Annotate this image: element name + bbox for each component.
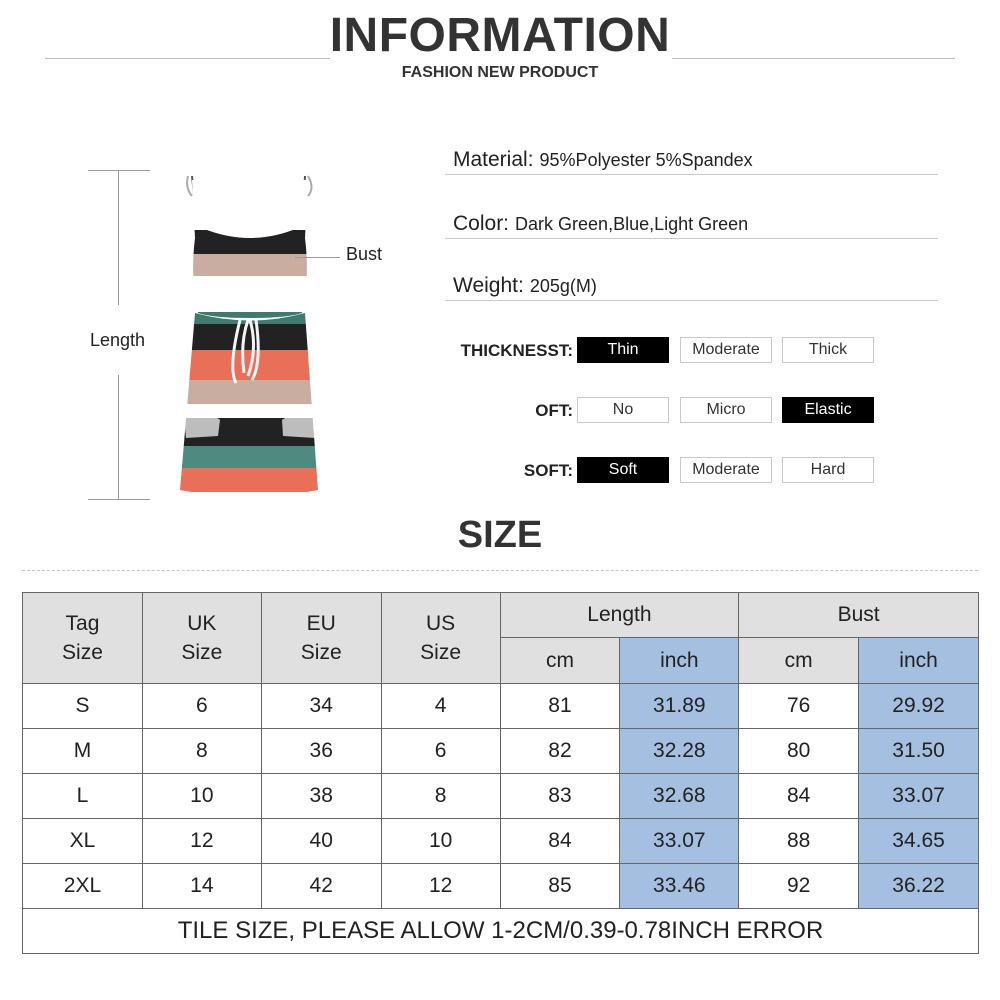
spec-color [445, 212, 938, 239]
length-guide-bottom [88, 499, 150, 500]
spec-weight-label: Weight: [453, 274, 524, 297]
oft-label: OFT: [535, 401, 573, 420]
soft-label: SOFT: [523, 461, 573, 480]
table-cell: 10 [381, 819, 500, 864]
table-cell: 8 [381, 774, 500, 819]
length-guide-lower [118, 375, 119, 499]
spec-color-value: Dark Green,Blue,Light Green [515, 214, 749, 234]
table-cell: 81 [500, 684, 620, 729]
table-cell: 12 [381, 864, 500, 909]
table-cell: M [23, 729, 143, 774]
thickness-label: THICKNESST: [460, 341, 573, 360]
table-cell: 36.22 [859, 864, 979, 909]
table-cell: 31.89 [620, 684, 739, 729]
table-cell: 6 [381, 729, 500, 774]
table-cell: 88 [739, 819, 859, 864]
size-divider [22, 570, 978, 571]
oft-option-no: No [577, 397, 669, 423]
size-table [22, 592, 979, 954]
table-cell: 92 [739, 864, 859, 909]
table-row [23, 774, 979, 819]
table-cell: 40 [261, 819, 381, 864]
table-cell: 31.50 [859, 729, 979, 774]
header-bust: Bust [739, 593, 979, 638]
table-row [23, 819, 979, 864]
spec-weight [445, 274, 938, 301]
table-row [23, 684, 979, 729]
table-cell: 34.65 [859, 819, 979, 864]
table-cell: 4 [381, 684, 500, 729]
table-cell: 80 [739, 729, 859, 774]
bust-label: Bust [346, 244, 383, 264]
header-length-inch: inch [620, 638, 739, 684]
table-cell: 32.28 [620, 729, 739, 774]
table-cell: 10 [142, 774, 261, 819]
size-error-note: TILE SIZE, PLEASE ALLOW 1-2CM/0.39-0.78INCH ERROR [23, 909, 979, 954]
length-label: Length [89, 330, 146, 350]
table-cell: 85 [500, 864, 620, 909]
header-bust-inch: inch [859, 638, 979, 684]
table-cell: 8 [142, 729, 261, 774]
table-cell: 32.68 [620, 774, 739, 819]
page-title: INFORMATION [329, 9, 671, 62]
table-cell: 84 [500, 819, 620, 864]
table-cell: XL [23, 819, 143, 864]
table-cell: 6 [142, 684, 261, 729]
table-cell: 36 [261, 729, 381, 774]
dress-image [170, 168, 330, 508]
table-row [23, 729, 979, 774]
length-guide-top [88, 170, 150, 171]
spec-color-label: Color: [453, 212, 510, 235]
thickness-option-thin: Thin [577, 337, 669, 363]
header-length-cm: cm [500, 638, 620, 684]
table-cell: 42 [261, 864, 381, 909]
table-row [23, 864, 979, 909]
oft-option-micro: Micro [680, 397, 772, 423]
soft-option-moderate: Moderate [680, 457, 772, 483]
table-cell: 82 [500, 729, 620, 774]
soft-option-soft: Soft [577, 457, 669, 483]
soft-option-hard: Hard [782, 457, 874, 483]
table-cell: 34 [261, 684, 381, 729]
table-cell: 12 [142, 819, 261, 864]
table-cell: 84 [739, 774, 859, 819]
header-uk-size: UK Size [142, 593, 261, 684]
table-cell: 29.92 [859, 684, 979, 729]
header-length: Length [500, 593, 739, 638]
table-cell: 2XL [23, 864, 143, 909]
page-subtitle: FASHION NEW PRODUCT [401, 64, 599, 81]
spec-material-value: 95%Polyester 5%Spandex [539, 150, 753, 170]
spec-weight-value: 205g(M) [529, 276, 597, 296]
oft-option-elastic: Elastic [782, 397, 874, 423]
table-cell: 76 [739, 684, 859, 729]
size-title: SIZE [457, 514, 543, 556]
table-cell: 33.07 [859, 774, 979, 819]
table-cell: L [23, 774, 143, 819]
table-cell: 83 [500, 774, 620, 819]
bust-pointer [295, 257, 340, 258]
thickness-option-thick: Thick [782, 337, 874, 363]
header-bust-cm: cm [739, 638, 859, 684]
table-cell: 33.07 [620, 819, 739, 864]
header-us-size: US Size [381, 593, 500, 684]
spec-material-label: Material: [453, 148, 534, 171]
spec-material [445, 148, 938, 175]
table-cell: 38 [261, 774, 381, 819]
length-guide-upper [118, 170, 119, 305]
table-cell: 14 [142, 864, 261, 909]
thickness-option-moderate: Moderate [680, 337, 772, 363]
table-cell: 33.46 [620, 864, 739, 909]
header-eu-size: EU Size [261, 593, 381, 684]
table-cell: S [23, 684, 143, 729]
header-tag-size: Tag Size [23, 593, 143, 684]
